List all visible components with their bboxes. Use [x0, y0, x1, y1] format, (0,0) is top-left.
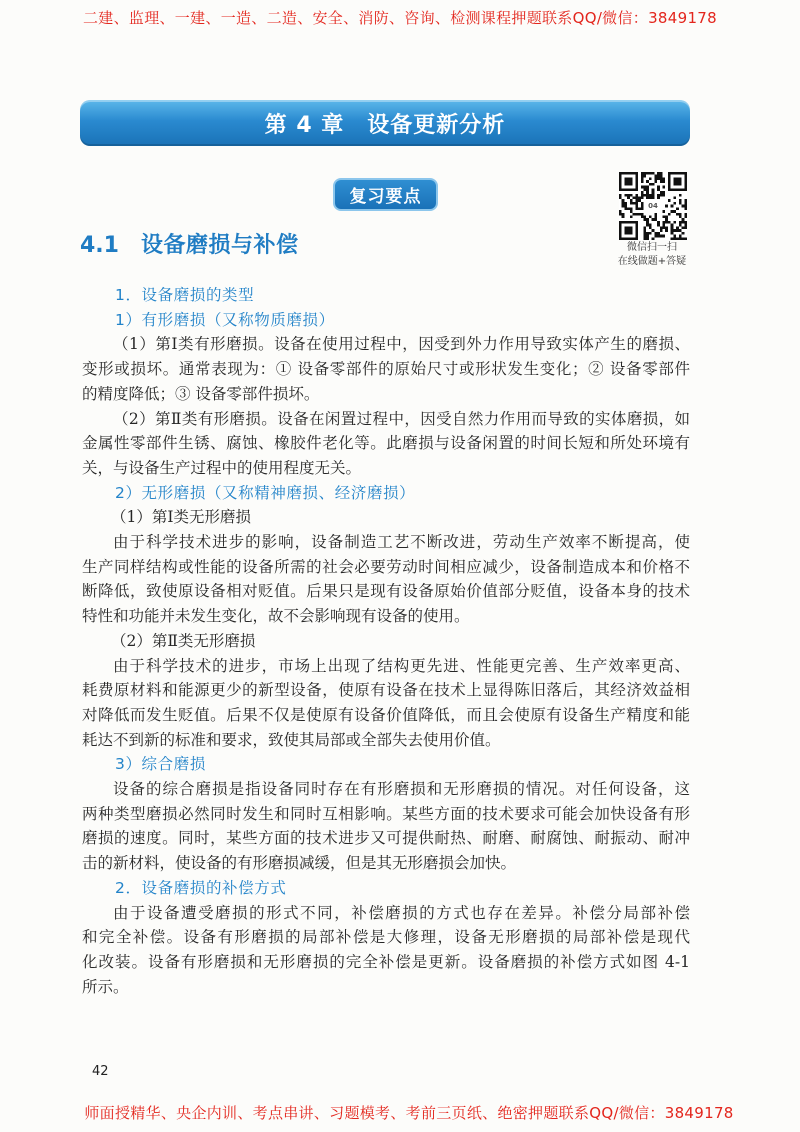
- text-line: 击的新材料，使设备的有形磨损减缓，但是其无形磨损会加快。: [82, 854, 517, 873]
- paragraph-intangible-wear-1: [82, 530, 690, 629]
- heading-wear-types: 1．设备磨损的类型: [115, 286, 255, 304]
- text-line: 由于科学技术的进步，市场上出现了结构更先进、性能更完善、生产效率更高、: [113, 656, 690, 675]
- bottom-promo-banner: 师面授精华、央企内训、考点串讲、习题模考、考前三页纸、绝密押题联系QQ/微信：3849178: [84, 1104, 734, 1122]
- page-number: 42: [92, 1064, 109, 1079]
- paragraph-tangible-wear-2: [82, 407, 690, 481]
- section-heading: [80, 232, 299, 260]
- chapter-title-bar: [80, 100, 690, 146]
- text-line: 的精度降低；③ 设备零部件损坏。: [82, 384, 320, 403]
- body-text: [82, 283, 690, 999]
- paragraph-tangible-wear-1: [82, 332, 690, 406]
- paragraph-combined-wear: [82, 777, 690, 876]
- subheading-intangible-type-2: （2）第Ⅱ类无形磨损: [111, 631, 256, 650]
- text-line: 由于设备遭受磨损的形式不同，补偿磨损的方式也存在差异。补偿分局部补偿: [113, 903, 690, 922]
- qr-center-label: 04: [646, 200, 660, 212]
- text-line: 磨损的速度。同时，某些方面的技术进步又可提供耐热、耐磨、耐腐蚀、耐振动、耐冲: [82, 829, 690, 848]
- text-line: 金属性零部件生锈、腐蚀、橡胶件老化等。此磨损与设备闲置的时间长短和所处环境有: [82, 434, 690, 453]
- heading-tangible-wear: 1）有形磨损（又称物质磨损）: [115, 310, 335, 329]
- text-line: 断降低，致使原设备相对贬值。后果只是现有设备原始价值部分贬值，设备本身的技术: [82, 582, 690, 601]
- heading-compensation: 2．设备磨损的补偿方式: [115, 878, 287, 897]
- text-line: 关，与设备生产过程中的使用程度无关。: [82, 458, 362, 477]
- text-line: 对降低而发生贬值。后果不仅是使原有设备价值降低，而且会使原有设备生产精度和能: [82, 705, 690, 724]
- qr-caption: [602, 241, 702, 269]
- text-line: 耗费原材料和能源更少的新型设备，使原有设备在技术上显得陈旧落后，其经济效益相: [82, 681, 690, 700]
- text-line: 特性和功能并未发生变化，故不会影响现有设备的使用。: [82, 607, 470, 626]
- paragraph-compensation: [82, 901, 690, 1000]
- text-line: （2）第Ⅱ类有形磨损。设备在闲置过程中，因受自然力作用而导致的实体磨损，如: [113, 409, 690, 428]
- text-line: 所示。: [82, 977, 129, 996]
- section-title: 设备磨损与补偿: [140, 233, 299, 258]
- chapter-title: 第 4 章 设备更新分析: [264, 112, 506, 138]
- text-line: （1）第Ⅰ类有形磨损。设备在使用过程中，因受到外力作用导致实体产生的磨损、: [113, 335, 690, 354]
- qr-caption-line-2: 在线做题+答疑: [617, 256, 687, 267]
- qr-code: [619, 172, 687, 240]
- text-line: 两种类型磨损必然同时发生和同时互相影响。某些方面的技术要求可能会加快设备有形: [82, 804, 690, 823]
- text-line: 设备的综合磨损是指设备同时存在有形磨损和无形磨损的情况。对任何设备，这: [113, 780, 690, 799]
- review-points-label: 复习要点: [349, 187, 422, 207]
- text-line: 化改装。设备有形磨损和无形磨损的完全补偿是更新。设备磨损的补偿方式如图 4-1: [82, 952, 690, 971]
- text-line: 耗达不到新的标准和要求，致使其局部或全部失去使用价值。: [82, 730, 501, 749]
- review-points-badge: [333, 178, 438, 211]
- top-promo-banner: 二建、监理、一建、一造、二造、安全、消防、咨询、检测课程押题联系QQ/微信：3849178: [83, 9, 717, 27]
- heading-combined-wear: 3）综合磨损: [115, 755, 206, 774]
- heading-intangible-wear: 2）无形磨损（又称精神磨损、经济磨损）: [115, 483, 416, 502]
- qr-caption-line-1: 微信扫一扫: [627, 242, 677, 253]
- text-line: 变形或损坏。通常表现为：① 设备零部件的原始尺寸或形状发生变化；② 设备零部件: [82, 360, 690, 379]
- section-number: 4.1: [80, 233, 119, 258]
- text-line: 生产同样结构或性能的设备所需的社会必要劳动时间相应减少，设备制造成本和价格不: [82, 557, 690, 576]
- subheading-intangible-type-1: （1）第Ⅰ类无形磨损: [111, 508, 251, 527]
- paragraph-intangible-wear-2: [82, 654, 690, 753]
- text-line: 由于科学技术进步的影响，设备制造工艺不断改进，劳动生产效率不断提高，使: [113, 533, 690, 552]
- text-line: 和完全补偿。设备有形磨损的局部补偿是大修理，设备无形磨损的局部补偿是现代: [82, 928, 690, 947]
